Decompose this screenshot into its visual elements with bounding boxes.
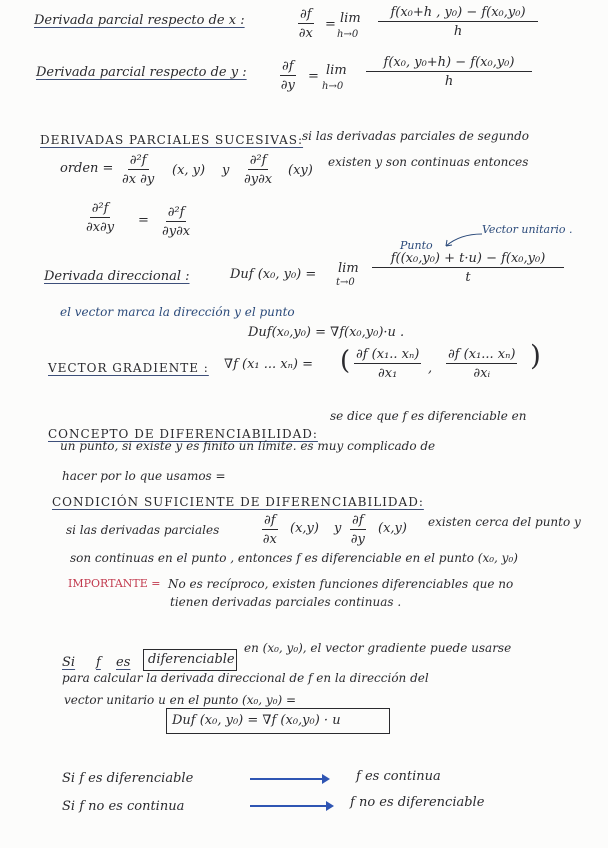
args: (x, y) bbox=[172, 163, 206, 178]
schwarz-left: $\frac{\text{∂²f}}{\partial x\partial y}$ bbox=[86, 201, 115, 235]
limit-text: lim bbox=[340, 11, 361, 26]
gradient-usage-line-1: en (x₀, y₀), el vector gradiente puede usarse bbox=[244, 641, 512, 655]
boxed-word: diferenciable bbox=[148, 652, 235, 667]
conj-y: y bbox=[334, 521, 342, 536]
mixed-partial-xy: $\frac{\text{∂²f}}{\partial x \partial y}$ bbox=[122, 153, 155, 187]
mixed-partial-yx: $\frac{\text{∂²f}}{\partial y\partial x}$ bbox=[244, 153, 273, 187]
partial-x-label: Derivada parcial respecto de x : bbox=[34, 13, 245, 28]
successive-partials-heading: DERIVADAS PARCIALES SUCESIVAS: bbox=[40, 133, 304, 147]
implication-arrow-2 bbox=[250, 805, 332, 807]
differentiability-heading: CONCEPTO DE DIFERENCIABILIDAD: bbox=[48, 427, 318, 441]
note-unit-vector: Vector unitario . bbox=[482, 223, 573, 236]
es: es bbox=[116, 655, 131, 670]
implication-1-left: Si f es diferenciable bbox=[62, 771, 194, 786]
limit-text: lim bbox=[338, 261, 359, 276]
close-paren: ) bbox=[530, 339, 541, 372]
partial-y-symbol: $\frac{\partial f}{\partial y}$ bbox=[280, 59, 295, 93]
sufficient-line-2: son continuas en el punto , entonces f es diferenciable en el punto (x₀, y₀) bbox=[70, 551, 518, 565]
equals: = bbox=[308, 69, 319, 84]
partial-y-label: Derivada parcial respecto de y : bbox=[36, 65, 247, 80]
f: f bbox=[96, 655, 101, 670]
schwarz-right: $\frac{\text{∂²f}}{\partial y\partial x}$ bbox=[162, 205, 191, 239]
args: (x,y) bbox=[290, 521, 319, 536]
successive-text-2: existen y son continuas entonces bbox=[328, 155, 529, 169]
important-text: No es recíproco, existen funciones diferenciables que no bbox=[168, 577, 514, 591]
directional-formula: Duf(x₀,y₀) = ∇f(x₀,y₀)·u . bbox=[248, 325, 405, 340]
gradient-component-n: $\frac{\text{∂f (x₁... xₙ)}}{\text{∂xᵢ}}$ bbox=[448, 347, 516, 381]
limit-sub: h→0 bbox=[322, 81, 344, 92]
partial-y-quotient: $\frac{\text{f(x₀, y₀+h) − f(x₀,y₀)}}{h}$ bbox=[366, 56, 532, 88]
open-paren: ( bbox=[340, 346, 351, 376]
gradient-heading: VECTOR GRADIENTE : bbox=[48, 361, 209, 375]
gradient-lhs: ∇f (x₁ ... xₙ) = bbox=[224, 357, 313, 372]
sufficient-line-1b: existen cerca del punto y bbox=[428, 515, 581, 529]
important-label: IMPORTANTE = bbox=[68, 577, 161, 590]
equals: = bbox=[138, 213, 149, 228]
conj-y: y bbox=[222, 163, 230, 178]
important-text-2: tienen derivadas parciales continuas . bbox=[170, 595, 402, 609]
limit-text: lim bbox=[326, 63, 347, 78]
differentiability-line-1: se dice que f es diferenciable en bbox=[330, 409, 527, 423]
vector-marks-direction: el vector marca la dirección y el punto bbox=[60, 305, 295, 319]
limit-sub: t→0 bbox=[336, 277, 355, 288]
implication-2-left: Si f no es continua bbox=[62, 799, 185, 814]
differentiability-line-2: un punto, si existe y es finito un límite. es muy complicado de bbox=[60, 439, 436, 453]
note-arrow bbox=[440, 230, 484, 250]
partial-fx: $\frac{\partial f}{\partial x}$ bbox=[262, 513, 277, 547]
args: (xy) bbox=[288, 163, 313, 178]
directional-derivative-heading: Derivada direccional : bbox=[44, 269, 190, 284]
directional-quotient: $\frac{\text{f((x₀,y₀) + t·u) − f(x₀,y₀)}}{t}$ bbox=[372, 252, 564, 284]
si: Si bbox=[62, 655, 76, 670]
args: (x,y) bbox=[378, 521, 407, 536]
implication-arrow-1 bbox=[250, 778, 328, 780]
implication-2-right: f no es diferenciable bbox=[350, 795, 485, 810]
gradient-usage-line-3: vector unitario u en el punto (x₀, y₀) = bbox=[64, 693, 297, 707]
equals: = bbox=[325, 17, 336, 32]
sufficient-condition-heading: CONDICIÓN SUFICIENTE DE DIFERENCIABILIDAD: bbox=[52, 495, 424, 509]
order-label: orden = bbox=[60, 161, 114, 176]
sufficient-line-1a: si las derivadas parciales bbox=[66, 523, 220, 537]
gradient-component-1: $\frac{\text{∂f (x₁.. xₙ)}}{\text{∂x₁}}$ bbox=[356, 347, 420, 381]
partial-x-symbol: $\frac{\partial f}{\partial x}$ bbox=[298, 7, 313, 41]
comma: , bbox=[428, 361, 433, 376]
gradient-usage-formula: Duf (x₀, y₀) = ∇f (x₀,y₀) · u bbox=[172, 713, 341, 728]
gradient-usage-line-2: para calcular la derivada direccional de f en la dirección del bbox=[62, 671, 429, 685]
partial-x-quotient: $\frac{\text{f(x₀+h , y₀) − f(x₀,y₀)}}{h}$ bbox=[378, 6, 538, 38]
directional-lhs: Duf (x₀, y₀) = bbox=[230, 267, 317, 282]
successive-text-1: si las derivadas parciales de segundo bbox=[302, 129, 529, 143]
partial-fy: $\frac{\partial f}{\partial y}$ bbox=[350, 513, 365, 547]
differentiability-line-3: hacer por lo que usamos = bbox=[62, 469, 226, 483]
limit-sub: h→0 bbox=[337, 29, 359, 40]
implication-1-right: f es continua bbox=[356, 769, 441, 784]
note-point: Punto bbox=[400, 239, 433, 252]
